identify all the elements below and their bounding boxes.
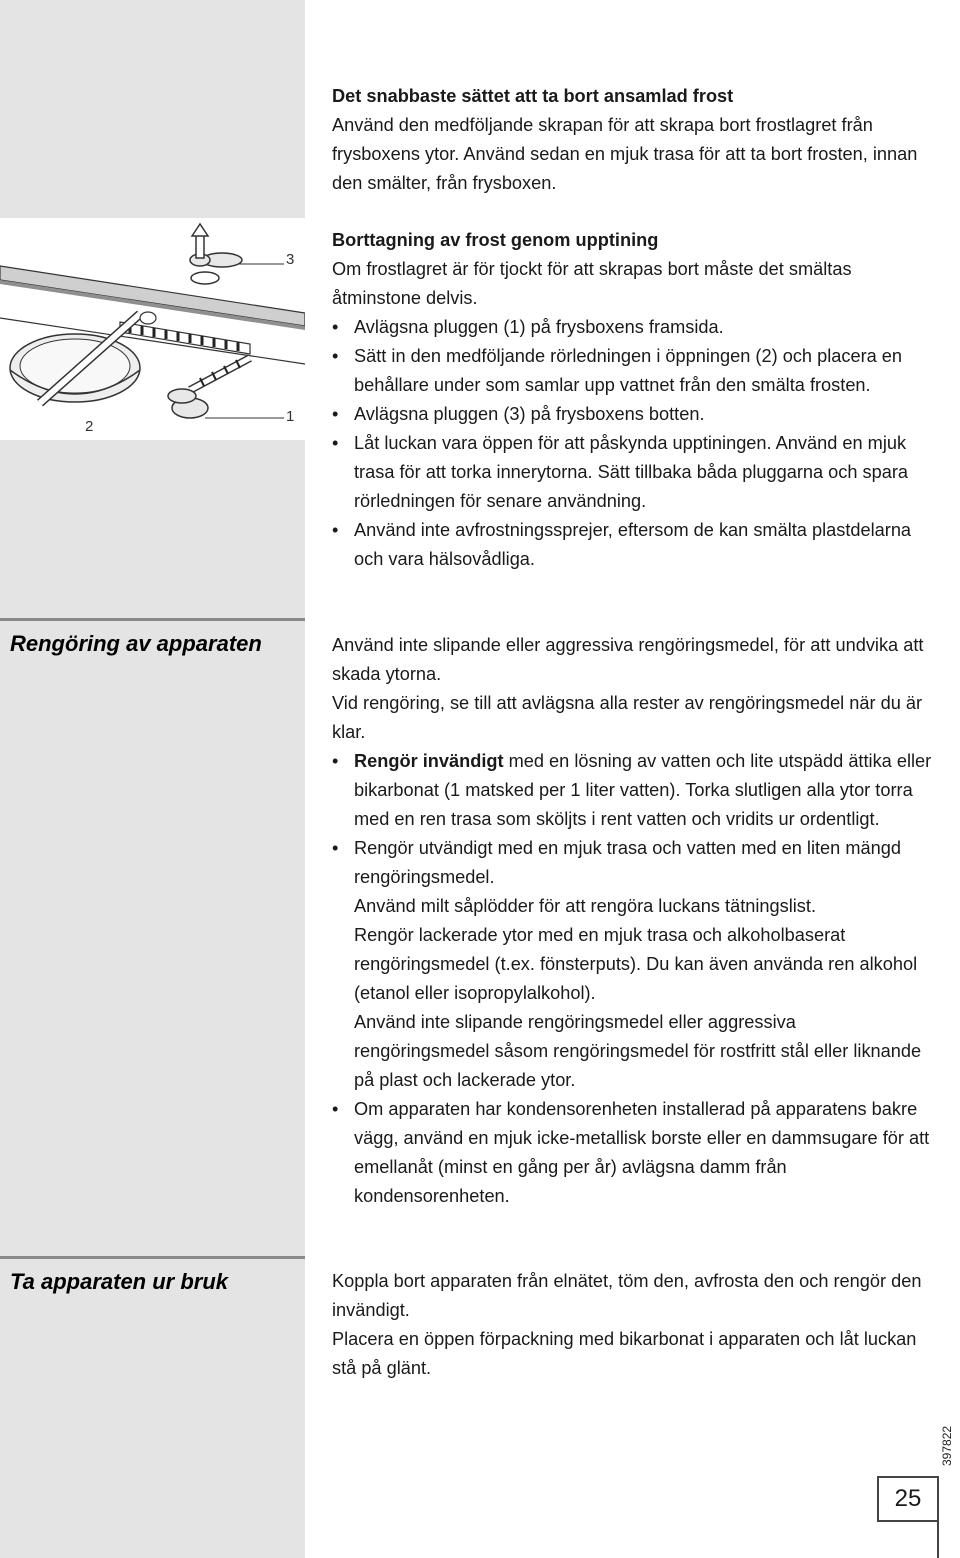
intro-heading: Det snabbaste sättet att ta bort ansamlad frost xyxy=(332,86,734,106)
list-item: • Om apparaten har kondensorenheten installerad på apparatens bakre vägg, använd en mjuk icke-metallisk borste eller en dammsugare för att emellanåt (minst en gång per år) avlägsna damm från kondensorenheten. xyxy=(332,1095,932,1211)
bullet-text: med en lösning av vatten och lite utspädd ättika eller bikarbonat (1 matsked per 1 liter vatten). Torka slutligen alla ytor torra med en ren trasa som sköljts i rent vatten och vridits ur ordentligt. xyxy=(354,751,932,829)
defrost-text: Om frostlagret är för tjockt för att skrapas bort måste det smältas åtminstone delvis. xyxy=(332,259,852,308)
bullet-line: Använd milt såplödder för att rengöra luckans tätningslist. xyxy=(354,896,817,916)
decommission-para-1: Koppla bort apparaten från elnätet, töm den, avfrosta den och rengör den invändigt. xyxy=(332,1271,922,1320)
list-item: • Låt luckan vara öppen för att påskynda upptiningen. Använd en mjuk trasa för att torka innerytorna. Sätt tillbaka båda pluggarna och spara rörledningen för senare användning. xyxy=(332,429,932,516)
bullet-line: Rengör lackerade ytor med en mjuk trasa och alkoholbaserat rengöringsmedel (t.ex. fönsterputs). Du kan även använda ren alkohol (etanol eller isopropylalkohol). xyxy=(354,925,918,1003)
callout-3: 3 xyxy=(286,251,295,268)
decommission-title: Ta apparaten ur bruk xyxy=(10,1269,229,1294)
section-divider xyxy=(0,1256,305,1259)
callout-1: 1 xyxy=(286,408,295,425)
cleaning-section xyxy=(332,631,932,1211)
list-item: • Avlägsna pluggen (1) på frysboxens framsida. xyxy=(332,313,932,342)
page-edge-line xyxy=(937,1476,939,1558)
plug-1-icon xyxy=(168,389,208,418)
plug-3-icon xyxy=(190,224,242,284)
defrost-diagram xyxy=(0,218,305,440)
callout-2: 2 xyxy=(85,418,94,435)
decommission-section xyxy=(332,1267,932,1383)
document-code: 397822 xyxy=(940,1425,954,1466)
cleaning-para-2: Vid rengöring, se till att avlägsna alla rester av rengöringsmedel när du är klar. xyxy=(332,693,923,742)
bullet-line: Använd inte slipande rengöringsmedel eller aggressiva rengöringsmedel såsom rengöringsmedel för rostfritt stål eller liknande på plast och lackerade ytor. xyxy=(354,1012,922,1090)
bullet-line: • Rengör utvändigt med en mjuk trasa och vatten med en liten mängd rengöringsmedel. xyxy=(354,838,901,887)
cleaning-para-1: Använd inte slipande eller aggressiva rengöringsmedel, för att undvika att skada ytorna. xyxy=(332,635,924,684)
defrost-heading: Borttagning av frost genom upptining xyxy=(332,230,659,250)
list-item: • Sätt in den medföljande rörledningen i öppningen (2) och placera en behållare under som samlar upp vattnet från den smälta frosten. xyxy=(332,342,932,400)
decommission-para-2: Placera en öppen förpackning med bikarbonat i apparaten och låt luckan stå på glänt. xyxy=(332,1329,917,1378)
intro-text: Använd den medföljande skrapan för att skrapa bort frostlagret från frysboxens ytor. Använd sedan en mjuk trasa för att ta bort frosten, innan den smälter, från frysboxen. xyxy=(332,115,918,193)
list-item xyxy=(332,747,932,834)
section-divider xyxy=(0,618,305,621)
defrost-section xyxy=(332,226,932,574)
cleaning-title: Rengöring av apparaten xyxy=(10,631,262,656)
defrost-illustration xyxy=(0,218,305,440)
list-item: • Avlägsna pluggen (3) på frysboxens botten. xyxy=(332,400,932,429)
list-item xyxy=(332,834,932,1095)
page-number: 25 xyxy=(877,1476,939,1522)
defrost-bullet-list xyxy=(332,313,932,574)
list-item: • Använd inte avfrostningssprejer, eftersom de kan smälta plastdelarna och vara hälsovådliga. xyxy=(332,516,932,574)
intro-section xyxy=(332,82,932,198)
bold-lead: Rengör invändigt xyxy=(354,751,504,771)
cleaning-bullet-list xyxy=(332,747,932,1211)
